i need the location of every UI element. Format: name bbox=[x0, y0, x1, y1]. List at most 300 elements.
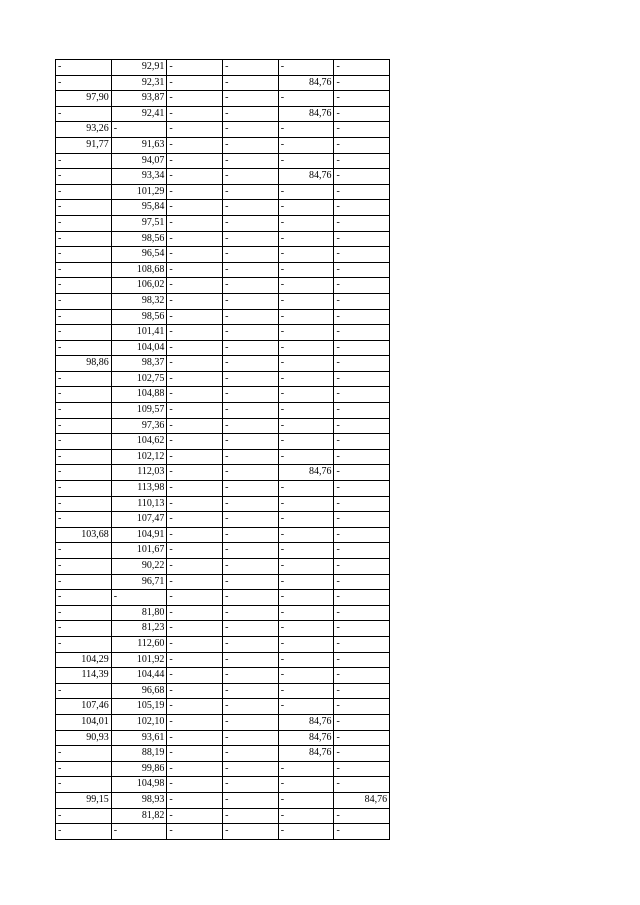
table-cell: - bbox=[167, 418, 223, 434]
table-cell: - bbox=[56, 231, 112, 247]
table-cell: - bbox=[334, 761, 390, 777]
table-cell: - bbox=[56, 340, 112, 356]
table-cell: - bbox=[223, 293, 279, 309]
table-cell: - bbox=[278, 122, 334, 138]
table-cell: - bbox=[334, 418, 390, 434]
table-cell: 102,75 bbox=[111, 371, 167, 387]
table-cell: - bbox=[223, 434, 279, 450]
table-cell: - bbox=[223, 247, 279, 263]
table-row bbox=[56, 527, 390, 543]
table-cell: 84,76 bbox=[278, 730, 334, 746]
table-cell: - bbox=[223, 808, 279, 824]
data-table bbox=[55, 59, 390, 840]
table-cell: 112,60 bbox=[111, 636, 167, 652]
table-cell: - bbox=[167, 200, 223, 216]
table-cell: - bbox=[223, 481, 279, 497]
table-cell: 91,63 bbox=[111, 137, 167, 153]
table-cell: - bbox=[223, 262, 279, 278]
table-cell: - bbox=[223, 590, 279, 606]
table-cell: - bbox=[334, 60, 390, 76]
table-cell: - bbox=[278, 636, 334, 652]
table-cell: - bbox=[334, 434, 390, 450]
table-cell: - bbox=[167, 356, 223, 372]
table-cell: - bbox=[223, 184, 279, 200]
table-cell: - bbox=[278, 309, 334, 325]
table-row bbox=[56, 356, 390, 372]
table-row bbox=[56, 777, 390, 793]
table-cell: - bbox=[167, 527, 223, 543]
table-cell: - bbox=[223, 387, 279, 403]
table-cell: - bbox=[223, 683, 279, 699]
table-cell: - bbox=[278, 481, 334, 497]
table-cell: - bbox=[334, 122, 390, 138]
table-cell: - bbox=[56, 434, 112, 450]
table-cell: 113,98 bbox=[111, 481, 167, 497]
table-row bbox=[56, 652, 390, 668]
table-row bbox=[56, 543, 390, 559]
table-cell: - bbox=[167, 137, 223, 153]
table-cell: - bbox=[334, 169, 390, 185]
table-cell: 93,26 bbox=[56, 122, 112, 138]
table-cell: 97,90 bbox=[56, 91, 112, 107]
table-cell: 96,68 bbox=[111, 683, 167, 699]
table-cell: 104,91 bbox=[111, 527, 167, 543]
table-row bbox=[56, 730, 390, 746]
table-cell: - bbox=[167, 153, 223, 169]
table-cell: - bbox=[334, 215, 390, 231]
table-cell: - bbox=[278, 262, 334, 278]
table-cell: - bbox=[223, 340, 279, 356]
table-cell: - bbox=[167, 293, 223, 309]
table-cell: - bbox=[56, 683, 112, 699]
table-cell: - bbox=[167, 590, 223, 606]
table-cell: - bbox=[167, 122, 223, 138]
table-cell: 98,56 bbox=[111, 309, 167, 325]
table-cell: - bbox=[56, 746, 112, 762]
table-cell: 84,76 bbox=[278, 75, 334, 91]
table-row bbox=[56, 605, 390, 621]
table-cell: - bbox=[334, 636, 390, 652]
table-cell: - bbox=[167, 449, 223, 465]
table-cell: - bbox=[334, 512, 390, 528]
table-cell: - bbox=[167, 808, 223, 824]
table-cell: - bbox=[167, 824, 223, 840]
table-cell: - bbox=[223, 527, 279, 543]
table-cell: - bbox=[334, 605, 390, 621]
table-cell: - bbox=[334, 309, 390, 325]
table-cell: - bbox=[278, 137, 334, 153]
table-cell: - bbox=[167, 512, 223, 528]
table-cell: 95,84 bbox=[111, 200, 167, 216]
table-row bbox=[56, 403, 390, 419]
table-row bbox=[56, 559, 390, 575]
table-cell: - bbox=[278, 340, 334, 356]
table-row bbox=[56, 824, 390, 840]
table-cell: 81,80 bbox=[111, 605, 167, 621]
table-cell: - bbox=[334, 387, 390, 403]
table-cell: 110,13 bbox=[111, 496, 167, 512]
table-cell: - bbox=[56, 60, 112, 76]
table-cell: - bbox=[278, 418, 334, 434]
table-cell: - bbox=[334, 777, 390, 793]
table-cell: - bbox=[223, 169, 279, 185]
table-row bbox=[56, 215, 390, 231]
table-row bbox=[56, 574, 390, 590]
table-cell: - bbox=[167, 699, 223, 715]
table-cell: - bbox=[223, 559, 279, 575]
table-row bbox=[56, 137, 390, 153]
table-cell: 101,92 bbox=[111, 652, 167, 668]
table-row bbox=[56, 60, 390, 76]
table-cell: 84,76 bbox=[278, 746, 334, 762]
table-cell: - bbox=[167, 668, 223, 684]
data-table-body bbox=[56, 60, 390, 840]
table-cell: - bbox=[223, 714, 279, 730]
table-cell: - bbox=[56, 200, 112, 216]
table-cell: - bbox=[278, 808, 334, 824]
table-cell: 101,41 bbox=[111, 325, 167, 341]
table-cell: - bbox=[167, 403, 223, 419]
table-cell: - bbox=[223, 777, 279, 793]
table-cell: 97,51 bbox=[111, 215, 167, 231]
table-row bbox=[56, 262, 390, 278]
table-cell: - bbox=[56, 262, 112, 278]
table-cell: - bbox=[278, 293, 334, 309]
table-cell: - bbox=[223, 91, 279, 107]
table-row bbox=[56, 590, 390, 606]
table-cell: - bbox=[167, 169, 223, 185]
table-cell: - bbox=[167, 730, 223, 746]
table-cell: - bbox=[278, 761, 334, 777]
table-cell: - bbox=[278, 590, 334, 606]
table-cell: 90,22 bbox=[111, 559, 167, 575]
table-cell: - bbox=[223, 652, 279, 668]
table-row bbox=[56, 481, 390, 497]
table-row bbox=[56, 512, 390, 528]
table-cell: - bbox=[334, 559, 390, 575]
table-cell: - bbox=[223, 574, 279, 590]
table-cell: - bbox=[167, 340, 223, 356]
table-cell: - bbox=[223, 730, 279, 746]
table-cell: - bbox=[56, 184, 112, 200]
table-cell: 99,86 bbox=[111, 761, 167, 777]
table-cell: - bbox=[334, 91, 390, 107]
table-cell: 94,07 bbox=[111, 153, 167, 169]
table-cell: - bbox=[167, 746, 223, 762]
table-cell: - bbox=[223, 106, 279, 122]
table-cell: - bbox=[56, 590, 112, 606]
table-cell: - bbox=[334, 184, 390, 200]
table-cell: - bbox=[56, 777, 112, 793]
table-cell: 90,93 bbox=[56, 730, 112, 746]
table-cell: - bbox=[334, 699, 390, 715]
table-cell: - bbox=[56, 808, 112, 824]
table-cell: - bbox=[278, 387, 334, 403]
table-cell: - bbox=[167, 75, 223, 91]
table-cell: - bbox=[334, 590, 390, 606]
table-cell: - bbox=[223, 200, 279, 216]
table-cell: - bbox=[278, 496, 334, 512]
table-row bbox=[56, 465, 390, 481]
table-cell: 104,62 bbox=[111, 434, 167, 450]
table-cell: - bbox=[334, 621, 390, 637]
table-cell: - bbox=[167, 683, 223, 699]
table-cell: - bbox=[278, 543, 334, 559]
table-cell: 104,88 bbox=[111, 387, 167, 403]
table-cell: - bbox=[334, 153, 390, 169]
table-cell: - bbox=[167, 621, 223, 637]
table-cell: - bbox=[278, 215, 334, 231]
table-cell: 81,82 bbox=[111, 808, 167, 824]
table-row bbox=[56, 449, 390, 465]
table-cell: 84,76 bbox=[278, 714, 334, 730]
table-row bbox=[56, 434, 390, 450]
table-cell: - bbox=[278, 652, 334, 668]
table-cell: 101,29 bbox=[111, 184, 167, 200]
table-cell: - bbox=[56, 605, 112, 621]
table-row bbox=[56, 387, 390, 403]
table-row bbox=[56, 761, 390, 777]
table-cell: - bbox=[334, 137, 390, 153]
table-row bbox=[56, 278, 390, 294]
table-cell: - bbox=[278, 449, 334, 465]
table-cell: - bbox=[56, 387, 112, 403]
table-row bbox=[56, 636, 390, 652]
table-cell: - bbox=[223, 75, 279, 91]
table-cell: - bbox=[167, 434, 223, 450]
table-cell: - bbox=[56, 153, 112, 169]
table-cell: - bbox=[278, 247, 334, 263]
table-cell: - bbox=[223, 746, 279, 762]
table-cell: - bbox=[278, 777, 334, 793]
table-cell: - bbox=[334, 808, 390, 824]
table-cell: - bbox=[334, 403, 390, 419]
table-cell: - bbox=[167, 91, 223, 107]
table-cell: - bbox=[56, 465, 112, 481]
table-cell: - bbox=[278, 278, 334, 294]
table-cell: 114,39 bbox=[56, 668, 112, 684]
table-cell: - bbox=[278, 200, 334, 216]
table-cell: 104,98 bbox=[111, 777, 167, 793]
table-cell: - bbox=[223, 418, 279, 434]
table-cell: - bbox=[167, 761, 223, 777]
table-cell: 92,41 bbox=[111, 106, 167, 122]
table-cell: 91,77 bbox=[56, 137, 112, 153]
table-cell: - bbox=[56, 293, 112, 309]
table-cell: - bbox=[334, 824, 390, 840]
table-cell: 109,57 bbox=[111, 403, 167, 419]
table-cell: - bbox=[278, 434, 334, 450]
table-cell: - bbox=[278, 527, 334, 543]
table-cell: - bbox=[278, 91, 334, 107]
table-cell: 108,68 bbox=[111, 262, 167, 278]
table-cell: - bbox=[278, 621, 334, 637]
table-cell: - bbox=[167, 652, 223, 668]
table-cell: - bbox=[334, 262, 390, 278]
table-row bbox=[56, 309, 390, 325]
table-cell: 104,29 bbox=[56, 652, 112, 668]
table-cell: 102,10 bbox=[111, 714, 167, 730]
table-cell: 99,15 bbox=[56, 792, 112, 808]
table-row bbox=[56, 106, 390, 122]
table-cell: - bbox=[223, 761, 279, 777]
table-cell: - bbox=[278, 668, 334, 684]
table-cell: - bbox=[278, 512, 334, 528]
table-cell: - bbox=[167, 465, 223, 481]
table-cell: 106,02 bbox=[111, 278, 167, 294]
table-cell: - bbox=[278, 153, 334, 169]
table-cell: 112,03 bbox=[111, 465, 167, 481]
table-cell: 104,44 bbox=[111, 668, 167, 684]
table-cell: - bbox=[223, 636, 279, 652]
table-cell: 104,04 bbox=[111, 340, 167, 356]
table-cell: - bbox=[334, 527, 390, 543]
table-cell: 84,76 bbox=[278, 465, 334, 481]
table-cell: - bbox=[334, 668, 390, 684]
table-cell: - bbox=[223, 231, 279, 247]
table-cell: - bbox=[167, 777, 223, 793]
table-cell: - bbox=[334, 278, 390, 294]
table-cell: - bbox=[56, 325, 112, 341]
table-cell: - bbox=[56, 543, 112, 559]
table-cell: - bbox=[334, 356, 390, 372]
table-cell: - bbox=[167, 262, 223, 278]
table-cell: - bbox=[167, 481, 223, 497]
table-row bbox=[56, 340, 390, 356]
table-cell: - bbox=[334, 293, 390, 309]
table-cell: 101,67 bbox=[111, 543, 167, 559]
table-cell: - bbox=[167, 387, 223, 403]
table-cell: - bbox=[223, 278, 279, 294]
table-cell: - bbox=[223, 60, 279, 76]
table-row bbox=[56, 371, 390, 387]
table-cell: - bbox=[56, 761, 112, 777]
table-cell: - bbox=[278, 371, 334, 387]
table-row bbox=[56, 75, 390, 91]
table-cell: 105,19 bbox=[111, 699, 167, 715]
table-cell: - bbox=[223, 309, 279, 325]
table-cell: - bbox=[334, 543, 390, 559]
table-cell: - bbox=[278, 792, 334, 808]
table-cell: - bbox=[334, 730, 390, 746]
table-cell: - bbox=[56, 418, 112, 434]
table-row bbox=[56, 699, 390, 715]
table-cell: - bbox=[334, 465, 390, 481]
table-cell: - bbox=[223, 371, 279, 387]
table-cell: - bbox=[278, 605, 334, 621]
table-cell: - bbox=[56, 481, 112, 497]
table-cell: 88,19 bbox=[111, 746, 167, 762]
table-cell: - bbox=[111, 590, 167, 606]
table-cell: 98,37 bbox=[111, 356, 167, 372]
table-row bbox=[56, 621, 390, 637]
table-cell: 92,91 bbox=[111, 60, 167, 76]
table-cell: - bbox=[56, 247, 112, 263]
table-cell: 98,32 bbox=[111, 293, 167, 309]
table-cell: - bbox=[167, 559, 223, 575]
table-cell: - bbox=[167, 714, 223, 730]
table-cell: - bbox=[56, 278, 112, 294]
table-cell: 93,87 bbox=[111, 91, 167, 107]
table-cell: - bbox=[167, 371, 223, 387]
table-cell: 93,61 bbox=[111, 730, 167, 746]
table-cell: - bbox=[167, 106, 223, 122]
table-cell: - bbox=[223, 605, 279, 621]
table-cell: - bbox=[167, 605, 223, 621]
table-cell: 96,71 bbox=[111, 574, 167, 590]
table-row bbox=[56, 746, 390, 762]
table-cell: - bbox=[56, 512, 112, 528]
table-cell: 107,47 bbox=[111, 512, 167, 528]
table-cell: 93,34 bbox=[111, 169, 167, 185]
table-cell: - bbox=[334, 714, 390, 730]
table-cell: - bbox=[223, 824, 279, 840]
table-cell: - bbox=[223, 465, 279, 481]
table-cell: - bbox=[334, 106, 390, 122]
table-cell: 102,12 bbox=[111, 449, 167, 465]
table-cell: - bbox=[167, 325, 223, 341]
table-row bbox=[56, 792, 390, 808]
table-cell: - bbox=[278, 683, 334, 699]
table-row bbox=[56, 153, 390, 169]
table-cell: - bbox=[167, 247, 223, 263]
table-row bbox=[56, 169, 390, 185]
table-cell: - bbox=[334, 481, 390, 497]
table-cell: 84,76 bbox=[278, 106, 334, 122]
table-cell: 92,31 bbox=[111, 75, 167, 91]
table-cell: - bbox=[167, 215, 223, 231]
table-cell: - bbox=[56, 403, 112, 419]
table-cell: - bbox=[223, 403, 279, 419]
table-row bbox=[56, 184, 390, 200]
table-row bbox=[56, 91, 390, 107]
table-cell: - bbox=[334, 574, 390, 590]
table-cell: 107,46 bbox=[56, 699, 112, 715]
table-cell: - bbox=[334, 340, 390, 356]
table-cell: - bbox=[56, 169, 112, 185]
table-cell: 103,68 bbox=[56, 527, 112, 543]
table-cell: - bbox=[56, 75, 112, 91]
table-cell: - bbox=[278, 184, 334, 200]
table-row bbox=[56, 231, 390, 247]
table-cell: - bbox=[56, 309, 112, 325]
table-cell: - bbox=[167, 636, 223, 652]
table-row bbox=[56, 247, 390, 263]
table-cell: - bbox=[278, 699, 334, 715]
table-row bbox=[56, 683, 390, 699]
table-row bbox=[56, 668, 390, 684]
table-cell: - bbox=[278, 824, 334, 840]
table-cell: - bbox=[56, 449, 112, 465]
table-cell: - bbox=[334, 683, 390, 699]
table-cell: - bbox=[278, 356, 334, 372]
table-cell: - bbox=[223, 356, 279, 372]
table-cell: - bbox=[278, 559, 334, 575]
table-row bbox=[56, 418, 390, 434]
table-cell: 81,23 bbox=[111, 621, 167, 637]
table-cell: 96,54 bbox=[111, 247, 167, 263]
table-row bbox=[56, 293, 390, 309]
table-cell: - bbox=[56, 574, 112, 590]
table-cell: - bbox=[334, 247, 390, 263]
table-cell: - bbox=[223, 137, 279, 153]
table-cell: - bbox=[223, 621, 279, 637]
table-cell: 98,86 bbox=[56, 356, 112, 372]
table-cell: - bbox=[167, 496, 223, 512]
table-cell: - bbox=[278, 231, 334, 247]
table-cell: - bbox=[56, 621, 112, 637]
table-cell: - bbox=[111, 122, 167, 138]
